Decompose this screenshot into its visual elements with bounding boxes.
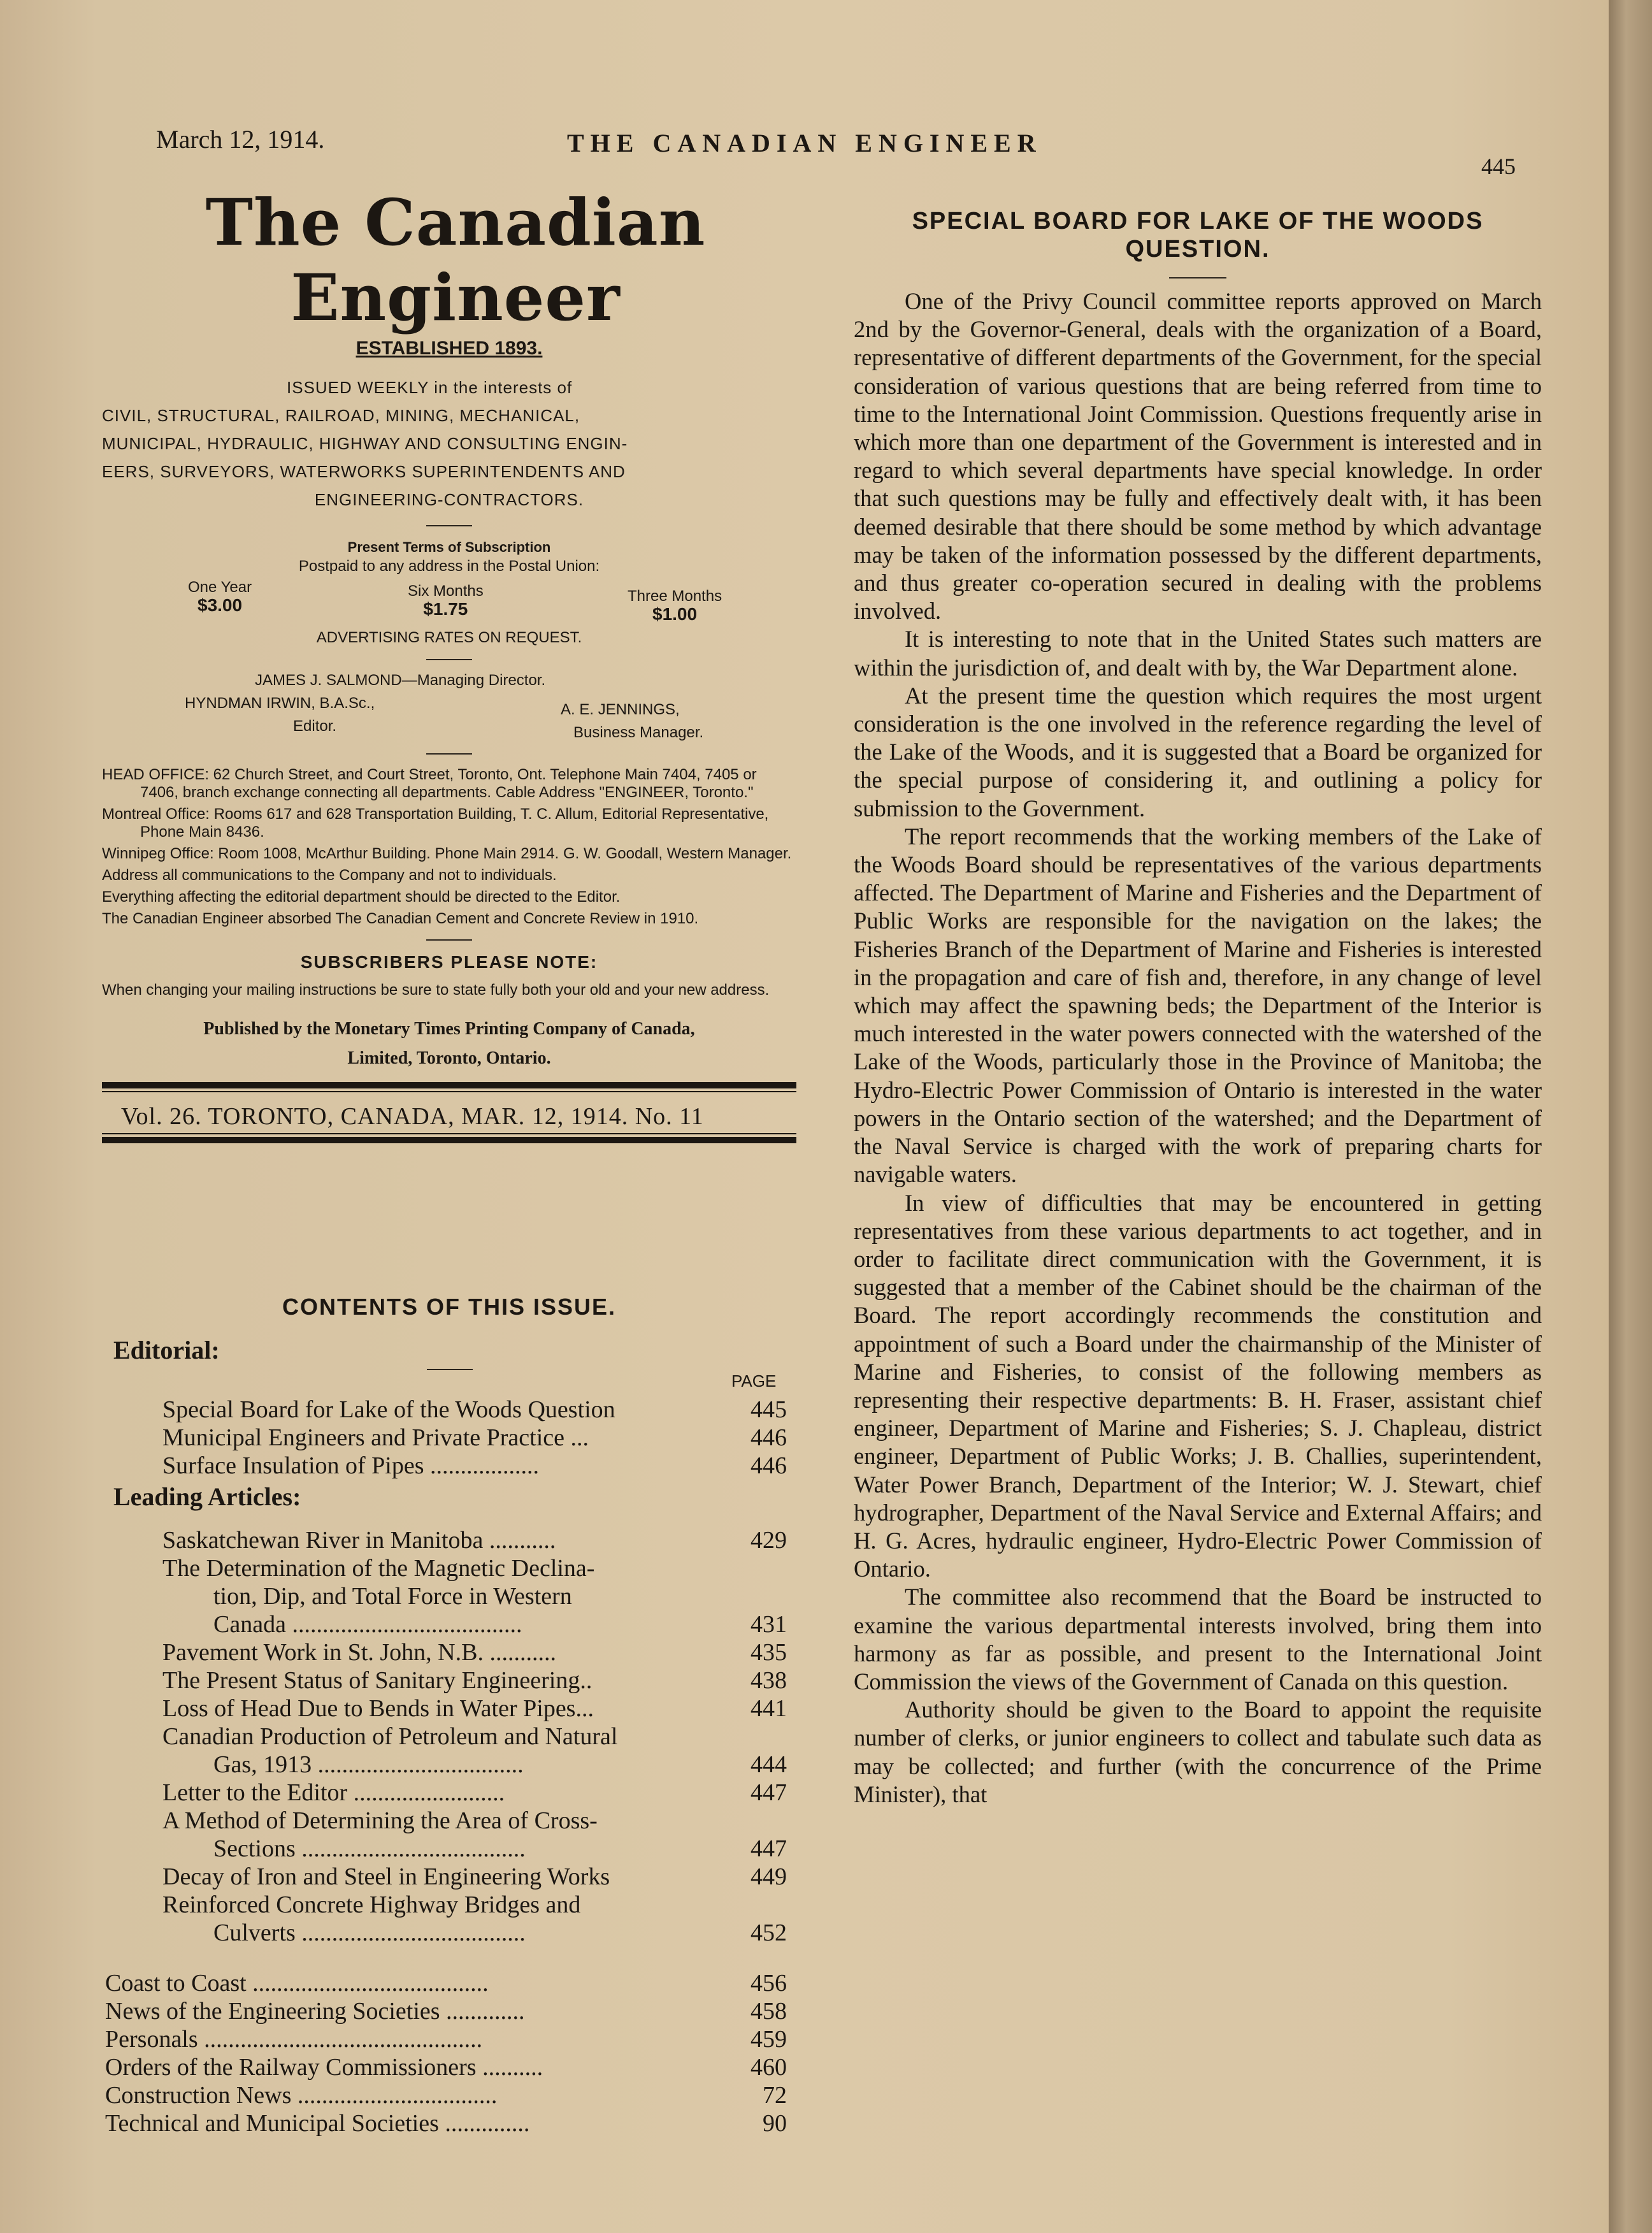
terms-heading: Present Terms of Subscription (347, 539, 551, 555)
toc-row[interactable] (162, 1723, 787, 1751)
thin-rule (102, 1091, 796, 1092)
toc-row[interactable] (162, 1526, 787, 1554)
publisher (102, 1015, 796, 1073)
toc-title: Loss of Head Due to Bends in Water Pipes... (162, 1695, 594, 1722)
article-paragraph: In view of difficulties that may be encountered in getting representatives from these various departments to act together, and in order to facilitate direct communication with the Government, it is suggested that a member of the Cabinet should be the chairman of the Board. The report accordingly recommends the constitution and appointment of such a Board under the chairmanship of the Minister of Marine and Fisheries, to consist of the following members as representing their respective departments: B. H. Fraser, assistant chief engineer, Department of Marine and Fisheries; S. J. Chapleau, district engineer, Department of Public Works; J. B. Challies, superintendent, Water Power Branch, Department of the Interior; W. J. Stewart, chief hydrographer, Department of the Naval Service and External Affairs; and H. G. Acres, hydraulic engineer, Hydro-Electric Power Commission of Ontario. (854, 1189, 1542, 1582)
toc-page: 447 (751, 1835, 787, 1862)
subscription-terms (102, 538, 796, 576)
toc-title: Surface Insulation of Pipes .................. (162, 1452, 540, 1479)
divider (426, 525, 472, 526)
issued-line: ISSUED WEEKLY in the interests of (287, 378, 573, 397)
managing-director: JAMES J. SALMOND—Managing Director. (255, 672, 546, 689)
toc-row[interactable] (162, 1582, 787, 1610)
toc-title: The Determination of the Magnetic Declina- (162, 1555, 595, 1582)
toc-row[interactable] (105, 1969, 787, 1997)
book-binding (1609, 0, 1652, 2233)
toc-page: 72 (763, 2082, 787, 2109)
toc-row[interactable] (162, 1863, 787, 1891)
toc-title: News of the Engineering Societies ............. (105, 1998, 525, 2025)
divider (426, 753, 472, 755)
manager-name: A. E. JENNINGS, (561, 701, 680, 718)
toc-title: Technical and Municipal Societies .............. (105, 2110, 530, 2137)
volume-line: Vol. 26. TORONTO, CANADA, MAR. 12, 1914. No. 11 (121, 1103, 704, 1130)
toc-page: 459 (751, 2026, 787, 2053)
editorial-note: Everything affecting the editorial department should be directed to the Editor. (102, 888, 621, 906)
toc-row[interactable] (162, 1666, 787, 1695)
article-title-line: SPECIAL BOARD FOR LAKE OF THE WOODS (912, 208, 1484, 235)
toc-title: Construction News ................................. (105, 2082, 498, 2109)
divider (1169, 277, 1226, 278)
divider (426, 659, 472, 660)
thin-rule (102, 1133, 796, 1134)
article-paragraph: At the present time the question which requires the most urgent consideration is the one involved in the reference regarding the level of the Lake of the Woods, and it is suggested that a Board be organized for the special purpose of considering it, and outlining a policy for submission to the Government. (854, 682, 1542, 821)
toc-row[interactable] (105, 1997, 787, 2025)
office-block (102, 766, 796, 928)
toc-title: Letter to the Editor ......................... (162, 1779, 505, 1806)
winnipeg-office: Winnipeg Office: Room 1008, McArthur Building. Phone Main 2914. G. W. Goodall, Western Manager. (102, 845, 792, 862)
toc-page: 90 (763, 2110, 787, 2137)
article-paragraph: It is interesting to note that in the United States such matters are within the jurisdiction of, and dealt with by, the War Department alone. (854, 626, 1542, 681)
toc-row[interactable] (162, 1807, 787, 1835)
toc-title: Municipal Engineers and Private Practice ... (162, 1424, 589, 1451)
article-title-line: QUESTION. (1125, 236, 1270, 263)
toc-page: 446 (751, 1452, 787, 1479)
article-paragraph: Authority should be given to the Board to appoint the requisite number of clerks, or junior engineers to collect and tabulate such data as may be collected; and further (with the concurrence of the Prime Minister), that (854, 1696, 1542, 1807)
toc-row[interactable] (162, 1891, 787, 1919)
toc-title: Personals .............................................. (105, 2026, 483, 2053)
toc-row[interactable] (162, 1554, 787, 1582)
journal-name: THE CANADIAN ENGINEER (567, 129, 1042, 157)
toc-page: 438 (751, 1667, 787, 1694)
address-note: Address all communications to the Company and not to individuals. (102, 867, 557, 884)
toc-page: 435 (751, 1639, 787, 1666)
subscriber-note (102, 952, 796, 999)
toc-page: 445 (751, 1396, 787, 1423)
toc-row[interactable] (162, 1779, 787, 1807)
editor-name: HYNDMAN IRWIN, B.A.Sc., (185, 695, 375, 712)
toc-row[interactable] (105, 2053, 787, 2081)
price-value: $3.00 (198, 595, 243, 615)
heavy-rule (102, 1137, 796, 1143)
toc-row[interactable] (162, 1695, 787, 1723)
issued-line: CIVIL, STRUCTURAL, RAILROAD, MINING, MECHANICAL, (102, 406, 580, 425)
issued-line: EERS, SURVEYORS, WATERWORKS SUPERINTENDENTS AND (102, 462, 626, 481)
heavy-rule (102, 1082, 796, 1088)
staff-block (102, 672, 796, 742)
divider (426, 939, 472, 941)
toc-page: 456 (751, 1970, 787, 1997)
toc-row[interactable] (162, 1452, 787, 1480)
toc-page: 447 (751, 1779, 787, 1806)
toc-title: Canadian Production of Petroleum and Natural (162, 1723, 618, 1750)
toc-title: Special Board for Lake of the Woods Question (162, 1396, 615, 1423)
running-head (156, 118, 1532, 179)
editorial-heading: Editorial: (113, 1336, 220, 1364)
editor-title: Editor. (293, 718, 337, 735)
toc-title: Orders of the Railway Commissioners .......... (105, 2054, 543, 2081)
toc-page: 431 (751, 1611, 787, 1638)
toc-other (105, 1969, 787, 2137)
price-value: $1.00 (652, 604, 698, 624)
divider (427, 1369, 473, 1370)
publisher-line: Published by the Monetary Times Printing Company of Canada, (203, 1019, 695, 1039)
article-title (854, 207, 1542, 263)
toc-row[interactable] (105, 2109, 787, 2137)
toc-title: Saskatchewan River in Manitoba ........... (162, 1527, 556, 1554)
toc-row[interactable] (105, 2081, 787, 2109)
price-three-months (628, 588, 722, 625)
toc-row[interactable] (162, 1919, 787, 1947)
price-one-year (188, 579, 252, 616)
toc-title: Decay of Iron and Steel in Engineering Works (162, 1863, 610, 1890)
leading-articles-heading: Leading Articles: (113, 1482, 301, 1511)
toc-page: 452 (751, 1919, 787, 1946)
article-paragraph: The report recommends that the working members of the Lake of the Woods Board should be representatives of the various departments affected. The Department of Marine and Fisheries and the Department of Public Works are responsible for the navigation on the lakes; the Fisheries Branch of the Department of Marine and Fisheries is interested in the propagation and care of fish and, therefore, in any change of level which may affect the spawning beds; the Department of the Interior is much interested in the water powers connected with the watershed of the Lake of the Woods, particularly those in the Province of Manitoba; the Hydro-Electric Power Commission of Ontario is interested in the water powers in the Ontario section of the watershed; and the Department of the Naval Service is charged with the work of preparing charts for navigable waters. (854, 823, 1542, 1188)
toc-page: 460 (751, 2054, 787, 2081)
absorbed-note: The Canadian Engineer absorbed The Canadian Cement and Concrete Review in 1910. (102, 910, 699, 927)
postpaid-line: Postpaid to any address in the Postal Union: (298, 558, 600, 575)
toc-row[interactable] (162, 1396, 787, 1424)
established-line: ESTABLISHED 1893. (356, 338, 543, 359)
toc-title: Canada ...................................... (213, 1611, 522, 1638)
head-office: HEAD OFFICE: 62 Church Street, and Court Street, Toronto, Ont. Telephone Main 7404, 7405 or 7406, branch exchange connecting all departments. Cable Address "ENGINEER, Toronto." (102, 766, 757, 801)
issue-date: March 12, 1914. (156, 125, 325, 154)
toc-row[interactable] (162, 1751, 787, 1779)
masthead-title: The Canadian Engineer (205, 185, 706, 335)
toc-title: Gas, 1913 .................................. (213, 1751, 524, 1778)
toc-leading (162, 1526, 787, 1947)
page-number: 445 (1481, 154, 1516, 179)
issued-line: ENGINEERING-CONTRACTORS. (314, 490, 584, 509)
toc-page: 449 (751, 1863, 787, 1890)
price-list (102, 576, 796, 622)
contents-title: CONTENTS OF THIS ISSUE. (282, 1294, 617, 1320)
article-body (854, 287, 1542, 1809)
price-label: Six Months (408, 582, 484, 600)
toc-page: 458 (751, 1998, 787, 2025)
toc-title: Sections ..................................... (213, 1835, 526, 1862)
toc-row[interactable] (162, 1835, 787, 1863)
toc-title: The Present Status of Sanitary Engineering.. (162, 1667, 593, 1694)
toc-page: 441 (751, 1695, 787, 1722)
publisher-line: Limited, Toronto, Ontario. (347, 1048, 551, 1068)
issued-line: MUNICIPAL, HYDRAULIC, HIGHWAY AND CONSULTING ENGIN- (102, 434, 628, 453)
toc-row[interactable] (162, 1610, 787, 1638)
toc-page: 446 (751, 1424, 787, 1451)
toc-row[interactable] (162, 1638, 787, 1666)
toc-title: Pavement Work in St. John, N.B. ........... (162, 1639, 556, 1666)
toc-page: 444 (751, 1751, 787, 1778)
toc-row[interactable] (105, 2025, 787, 2053)
page-column-heading: PAGE (731, 1371, 777, 1391)
subscriber-note-heading: SUBSCRIBERS PLEASE NOTE: (300, 952, 598, 972)
subscriber-note-body: When changing your mailing instructions be sure to state fully both your old and your new address. (102, 981, 770, 999)
toc-title: A Method of Determining the Area of Cross- (162, 1807, 598, 1834)
toc-title: Reinforced Concrete Highway Bridges and (162, 1891, 581, 1918)
manager-title: Business Manager. (573, 724, 704, 741)
article-paragraph: The committee also recommend that the Board be instructed to examine the various departmental interests involved, bring them into harmony as far as possible, and present to the International Joint Commission the views of the Government of Canada on this question. (854, 1584, 1542, 1695)
price-six-months (408, 582, 484, 619)
montreal-office: Montreal Office: Rooms 617 and 628 Transportation Building, T. C. Allum, Editorial Representative, Phone Main 8436. (102, 806, 769, 841)
price-label: Three Months (628, 588, 722, 605)
left-column (102, 185, 796, 1143)
right-column (854, 207, 1542, 1809)
issued-block (102, 373, 796, 514)
advertising-line: ADVERTISING RATES ON REQUEST. (316, 629, 582, 646)
price-label: One Year (188, 579, 252, 596)
toc-row[interactable] (162, 1424, 787, 1452)
price-value: $1.75 (423, 599, 468, 619)
article-paragraph: One of the Privy Council committee reports approved on March 2nd by the Governor-General, deals with the organization of a Board, representative of different departments of the Government, for the special consideration of various questions that are being referred from time to time to the International Joint Commission. Questions frequently arise in which more than one department of the Government is interested and in regard to which several departments have special knowledge. In order that such questions may be fully and effectively dealt with, it has been deemed desirable that there should be some method by which advantage may be taken of the information possessed by the different departments, and thus greater co-operation secured in dealing with the problems involved. (854, 288, 1542, 625)
toc-title: tion, Dip, and Total Force in Western (213, 1583, 572, 1610)
toc-editorial (162, 1396, 787, 1480)
toc-title: Coast to Coast ....................................... (105, 1970, 489, 1997)
toc-page: 429 (751, 1527, 787, 1554)
toc-title: Culverts ..................................... (213, 1919, 526, 1946)
